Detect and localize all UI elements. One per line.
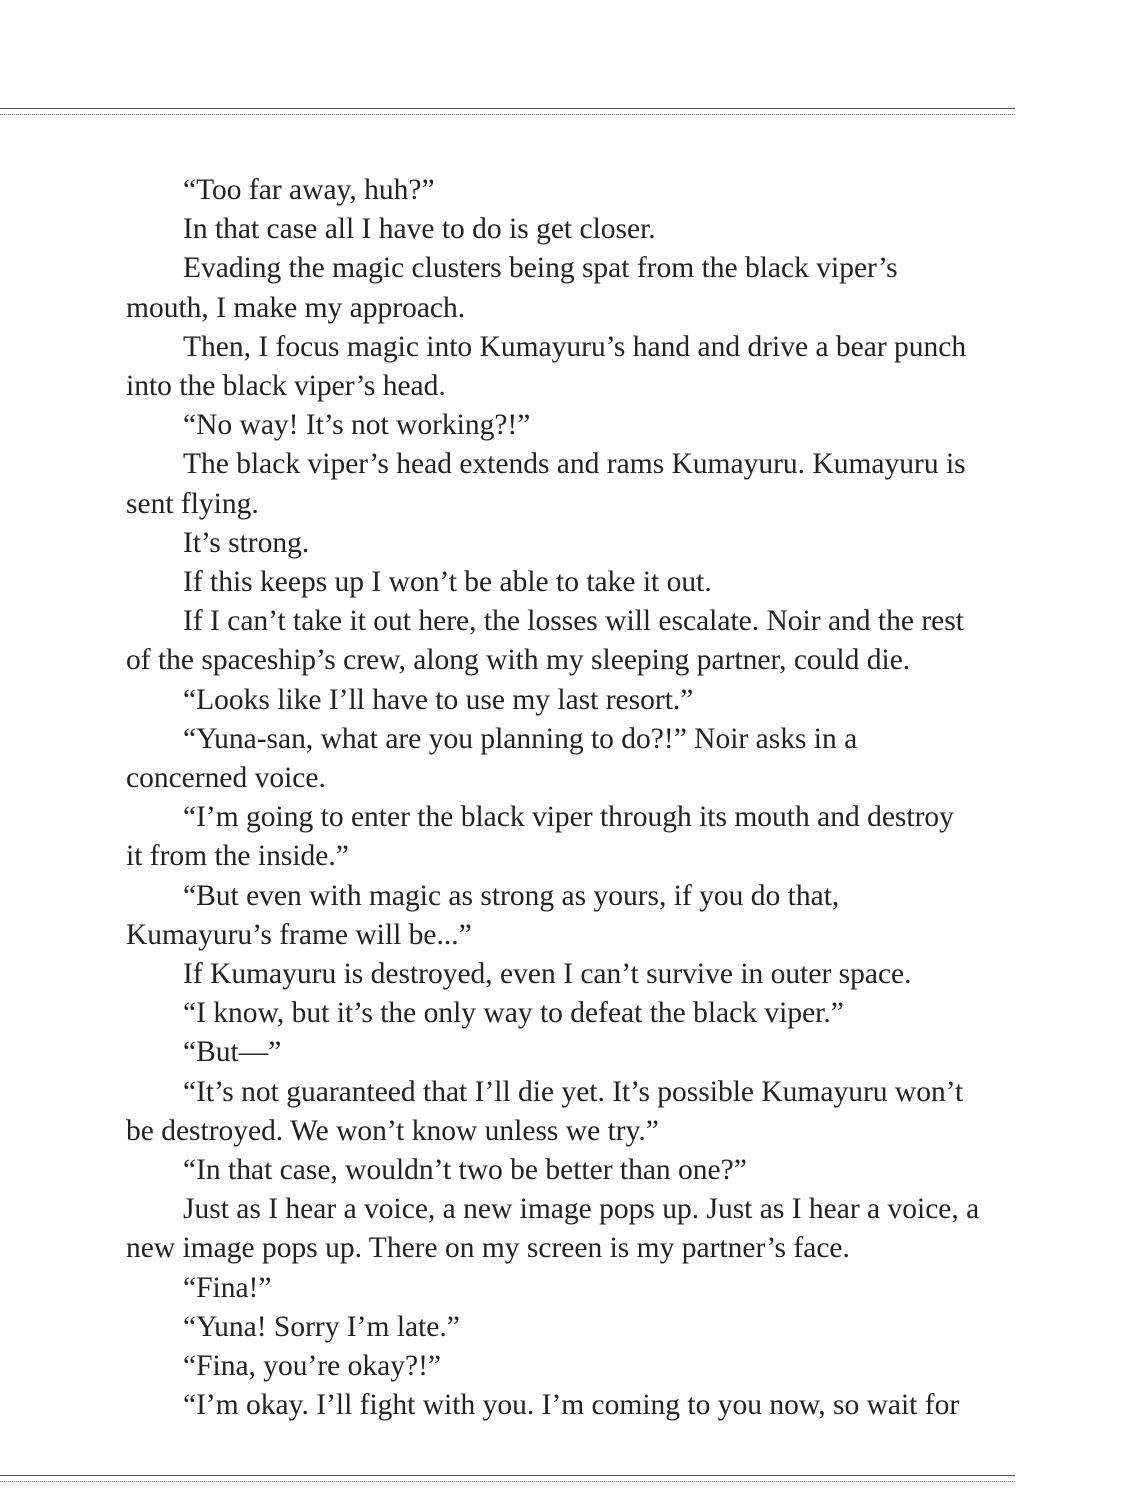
line-23: “But—” [183, 1036, 282, 1069]
line-1: “Too far away, huh?” [183, 174, 435, 206]
line-25: be destroyed. We won’t know unless we try.” [126, 1114, 659, 1147]
line-20: Kumayuru’s frame will be...” [126, 918, 472, 951]
line-13: of the spaceship’s crew, along with my sleeping partner, could die. [126, 644, 911, 677]
page-body [126, 171, 1026, 1426]
line-30: “Yuna! Sorry I’m late.” [183, 1310, 460, 1343]
line-4: mouth, I make my approach. [126, 291, 466, 324]
line-31: “Fina, you’re okay?!” [183, 1350, 442, 1383]
footer-rule [0, 1475, 1015, 1485]
line-9: sent flying. [126, 487, 259, 520]
line-8: The black viper’s head extends and rams Kumayuru. Kumayuru is [183, 448, 966, 481]
line-32: “I’m okay. I’ll fight with you. I’m coming to you now, so wait for [183, 1389, 960, 1422]
line-10: It’s strong. [183, 526, 310, 559]
line-5: Then, I focus magic into Kumayuru’s hand and drive a bear punch [183, 330, 967, 363]
line-15: “Yuna-san, what are you planning to do?!” Noir asks in a [183, 722, 858, 755]
line-17: “I’m going to enter the black viper through its mouth and destroy [183, 801, 954, 834]
line-11: If this keeps up I won’t be able to take it out. [183, 566, 712, 599]
line-21: If Kumayuru is destroyed, even I can’t survive in outer space. [183, 958, 912, 991]
line-6: into the black viper’s head. [126, 370, 446, 403]
line-14: “Looks like I’ll have to use my last resort.” [183, 683, 694, 716]
line-29: “Fina!” [183, 1271, 272, 1304]
line-24: “It’s not guaranteed that I’ll die yet. It’s possible Kumayuru won’t [183, 1075, 964, 1108]
header-rule [0, 108, 1015, 118]
line-27: Just as I hear a voice, a new image pops up. Just as I hear a voice, a [183, 1193, 980, 1226]
line-16: concerned voice. [126, 762, 326, 795]
line-18: it from the inside.” [126, 840, 349, 873]
line-12: If I can’t take it out here, the losses will escalate. Noir and the rest [183, 605, 964, 638]
line-7: “No way! It’s not working?!” [183, 409, 531, 442]
line-26: “In that case, wouldn’t two be better than one?” [183, 1154, 747, 1187]
line-3: Evading the magic clusters being spat from the black viper’s [183, 252, 898, 285]
line-2: In that case all I have to do is get closer. [183, 213, 656, 246]
line-19: “But even with magic as strong as yours, if you do that, [183, 879, 840, 912]
line-22: “I know, but it’s the only way to defeat the black viper.” [183, 997, 844, 1030]
line-28: new image pops up. There on my screen is my partner’s face. [126, 1232, 850, 1265]
